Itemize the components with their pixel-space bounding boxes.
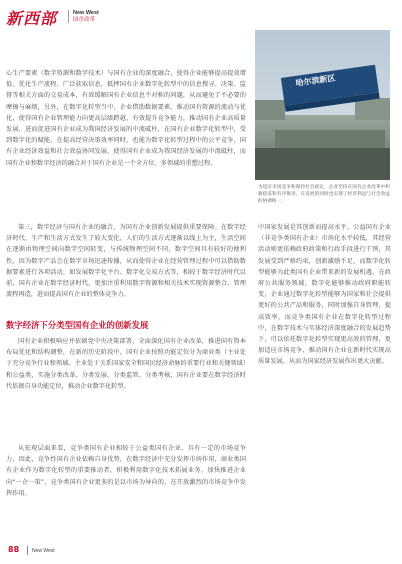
page-number: 88	[8, 545, 20, 554]
journal-column-label: 国企改革	[73, 16, 96, 23]
body-paragraph: 第三，数字经济与国有企业的融合，为国有企业创新发展提供重要保障。在数字经济时代，生产和生活方式发生了较大变化，人们的生活方式逐渐以线上为主，生活空间在逐渐由物理空间向数字空间转变，与传统物理空间不同，数字空间具有较好的便利性，因为数字产品会在数字市场迅速传播，从而使得企业在经营管理过程中可以借助数据要素进行各项活动，如发展数字化平台、数字化交易方式等，相较于数字经济时代以前，国有企业在数字经济时代，更加注重利用数字资源和相关技术实现资源整合、管理流程再造，进而提高国有企业的整体竞争力。	[6, 224, 246, 299]
body-paragraph: 国有企业积极响应并依据党中央决策部署，全面深化国有企业改革，推进国有资本布局优化和结构调整，在新的历史阶段中，国有企业按照功能定位分为商业类（主业处于充分竞争行业和领域、主业处于关系国家安全和国民经济命脉的重要行业和关键领域）和公益类，实施分类改革、分类发展、分类监管、分类考核，国有企业要在数字经济时代依据自身功能定位，推动企业数字化转型。	[6, 338, 246, 390]
journal-logo: 新西部	[6, 9, 58, 28]
photo-caption: 为适应市场竞争和保持社会稳定，企业坚持在国有企业改革中积极稳妥和有序推进，在发展的同时也实现了经济利益与社会效益的协调统一。	[258, 185, 390, 204]
journal-header-box	[68, 10, 99, 23]
body-paragraph: 中国家发展是其创新而提高水平。公益国有企业（非竞争类国有企业）市场化水平较低，其经营活动则更依赖政府政策和行政手段进行干预，其发展受到严格约束，创新激励不足，而数字化转型能够为此类国有企业带来新的发展机遇，在政府公共服务领域，数字化能够推动政府职能转变，企业通过数字化转型能够为国家和社会提供更好的公共产品和服务，同时加强自身管理，提高效率，而竞争类国有企业在数字化转型过程中，在数字技术与实体经济深度融合的发展趋势下，可以依托数字化转型实现更高效的管理，更加适应市场竞争，推动国有企业在新时代实现高质量发展，从而为国家经济发展作出更大贡献。	[258, 224, 391, 366]
photo-illustration	[255, 30, 390, 180]
right-column	[258, 222, 391, 540]
section-title: 数字经济下分类型国有企业的创新发展	[6, 320, 149, 330]
body-paragraph: 心生产要素（数字资源和数字技术）与国有企业的深度融合，使得企业能够提高提效增值、优化生产流程、广泛获取信息，抵押国有企业数字化转型中的信息搜寻、决策、监督等相关方面的交易成本，有效缓解国有企业信息不对称的问题，从而避免了不必要的摩擦与麻烦，另外，在数字化转型当中，企业借助数据要素、推动国有资源的流动与优化，使得国有企业管理能力向更高层级跨越，有效提升竞争能力，推动国有企业高质量发展，进而促进国有企业成为我国经济发展的中流砥柱，在国有企业数字化转型中，受到数字化的赋能、在提高经营决策效率同时，也能为数字化转型过程中的公平竞争，国有企业经济效益和社会效益协同发展，使得国有企业成为我国经济发展的中流砥柱，而国有企业和数字经济的融合对于国有企业是一个全方位、多领域的重塑过程。	[6, 70, 246, 167]
footer-divider	[27, 546, 28, 555]
mid-column	[6, 222, 246, 312]
article-photo	[255, 30, 390, 180]
left-column-bottom	[6, 336, 246, 511]
photo-sign-text: 哈尔滨新区	[295, 73, 337, 88]
body-paragraph: 从宏观层面来看，竞争类国有企业相较于公益类国有企业，具有一定的市场竞争力，因此，竞争性国有企业依赖自身优势，在数字经济中充分发挥市场作用，商业类国有企业作为数字化转型的重要推动者，积极利用数字化技术拓展业务，加快推进企业向“一企一策”，竞争类国有企业更多的是以市场为导向的，在开放激烈的市场竞争中发挥作用。	[6, 445, 246, 497]
journal-name-en: New West	[73, 10, 99, 16]
footer-journal-name: New West	[32, 548, 55, 554]
left-column-top	[6, 68, 246, 238]
